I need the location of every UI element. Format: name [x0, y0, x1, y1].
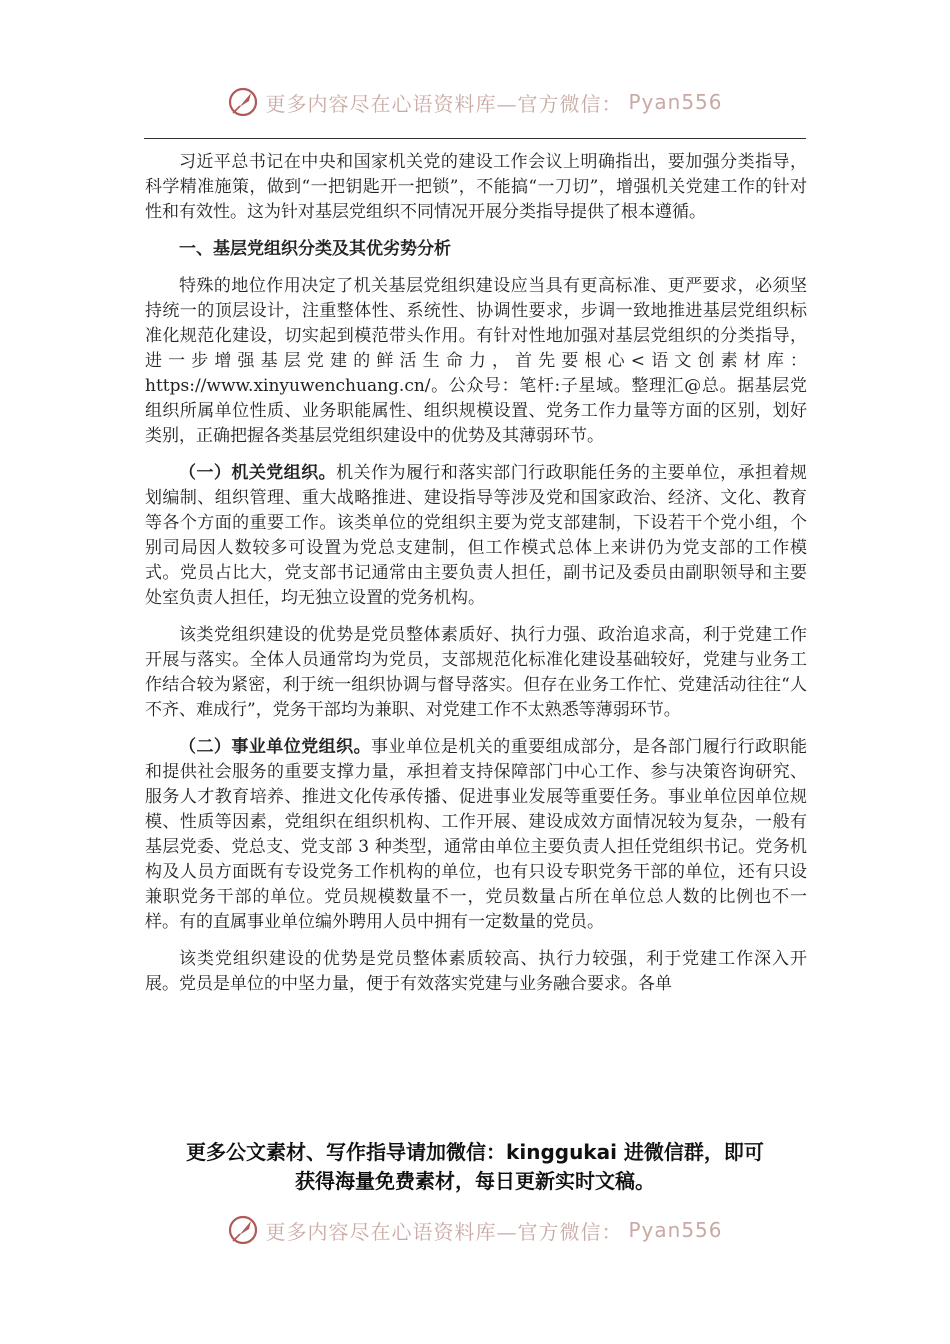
header-banner [0, 82, 950, 122]
paragraph-organ-advantages: 该类党组织建设的优势是党员整体素质好、执行力强、政治追求高，利于党建工作开展与落实。全体人员通常均为党员，支部规范化标准化建设基础较好，党建与业务工作结合较为紧密，利于统一组织协调与督导落实。但存在业务工作忙、党建活动往往“人不齐、难成行”，党务干部均为兼职、对党建工作不太熟悉等薄弱环节。 [145, 625, 807, 720]
promo-line-1: 更多公文素材、写作指导请加微信：kinggukai 进微信群，即可 [186, 1140, 764, 1164]
banner-text: 更多内容尽在心语资料库—官方微信： [265, 1219, 623, 1244]
banner-wechat-id: Pyan556 [628, 90, 723, 114]
paragraph-institution-advantages: 该类党组织建设的优势是党员整体素质较高、执行力较强，利于党建工作深入开展。党员是单位的中坚力量，便于有效落实党建与业务融合要求。各单 [145, 949, 807, 994]
banner-wechat-id: Pyan556 [628, 1218, 723, 1242]
institution-party-text: 事业单位是机关的重要组成部分，是各部门履行行政职能和提供社会服务的重要支撑力量，承担着支持保障部门中心工作、参与决策咨询研究、服务人才教育培养、推进文化传承传播、促进事业发展等重要任务。事业单位因单位规模、性质等因素，党组织在组织机构、工作开展、建设成效方面情况较为复杂，一般有基层党委、党总支、党支部 3 种类型，通常由单位主要负责人担任党组织书记。党务机构及人员方面既有专设党务工作机构的单位，也有只设专职党务干部的单位，还有只设兼职党务干部的单位。党员规模数量不一，党员数量占所在单位总人数的比例也不一样。有的直属事业单位编外聘用人员中拥有一定数量的党员。 [145, 737, 808, 932]
intro-paragraph: 习近平总书记在中央和国家机关党的建设工作会议上明确指出，要加强分类指导，科学精准施策，做到“一把钥匙开一把锁”，不能搞“一刀切”，增强机关党建工作的针对性和有效性。这为针对基层党组织不同情况开展分类指导提供了根本遵循。 [145, 152, 807, 222]
section-heading: 一、基层党组织分类及其优劣势分析 [179, 239, 451, 259]
quill-logo-icon [227, 1214, 259, 1246]
organ-party-text: 机关作为履行和落实部门行政职能任务的主要单位，承担着规划编制、组织管理、重大战略推进、建设指导等涉及党和国家政治、经济、文化、教育等各个方面的重要工作。该类单位的党组织主要为党支部建制，下设若干个党小组，个别司局因人数较多可设置为党总支建制，但工作模式总体上来讲仍为党支部的工作模式。党员占比大，党支部书记通常由主要负责人担任，副书记及委员由副职领导和主要处室负责人担任，均无独立设置的党务机构。 [145, 463, 808, 608]
footer-banner [0, 1210, 950, 1250]
banner-text: 更多内容尽在心语资料库—官方微信： [265, 91, 623, 116]
paragraph-classification: 特殊的地位作用决定了机关基层党组织建设应当具有更高标准、更严要求，必须坚持统一的顶层设计，注重整体性、系统性、协调性要求，步调一致地推进基层党组织标准化规范化建设，切实起到模范带头作用。有针对性地加强对基层党组织的分类指导，进一步增强基层党建的鲜活生命力，首先要根心<语文创素材库：https://www.xinyuwenchuang.cn/。公众号：笔杆:子星域。整理汇@总。据基层党组织所属单位性质、业务职能属性、组织规模设置、党务工作力量等方面的区别，划好类别，正确把握各类基层党组织建设中的优势及其薄弱环节。 [145, 276, 807, 446]
paragraph-institution-party [145, 735, 807, 935]
subheading-organ-party: （一）机关党组织。 [179, 463, 337, 483]
document-body [145, 150, 807, 997]
subheading-institution-party: （二）事业单位党组织。 [179, 737, 372, 757]
header-divider [144, 138, 806, 139]
promo-line-2: 获得海量免费素材，每日更新实时文稿。 [295, 1169, 655, 1193]
promo-notice [0, 1138, 950, 1196]
quill-logo-icon [227, 86, 259, 118]
paragraph-organ-party [145, 461, 807, 611]
